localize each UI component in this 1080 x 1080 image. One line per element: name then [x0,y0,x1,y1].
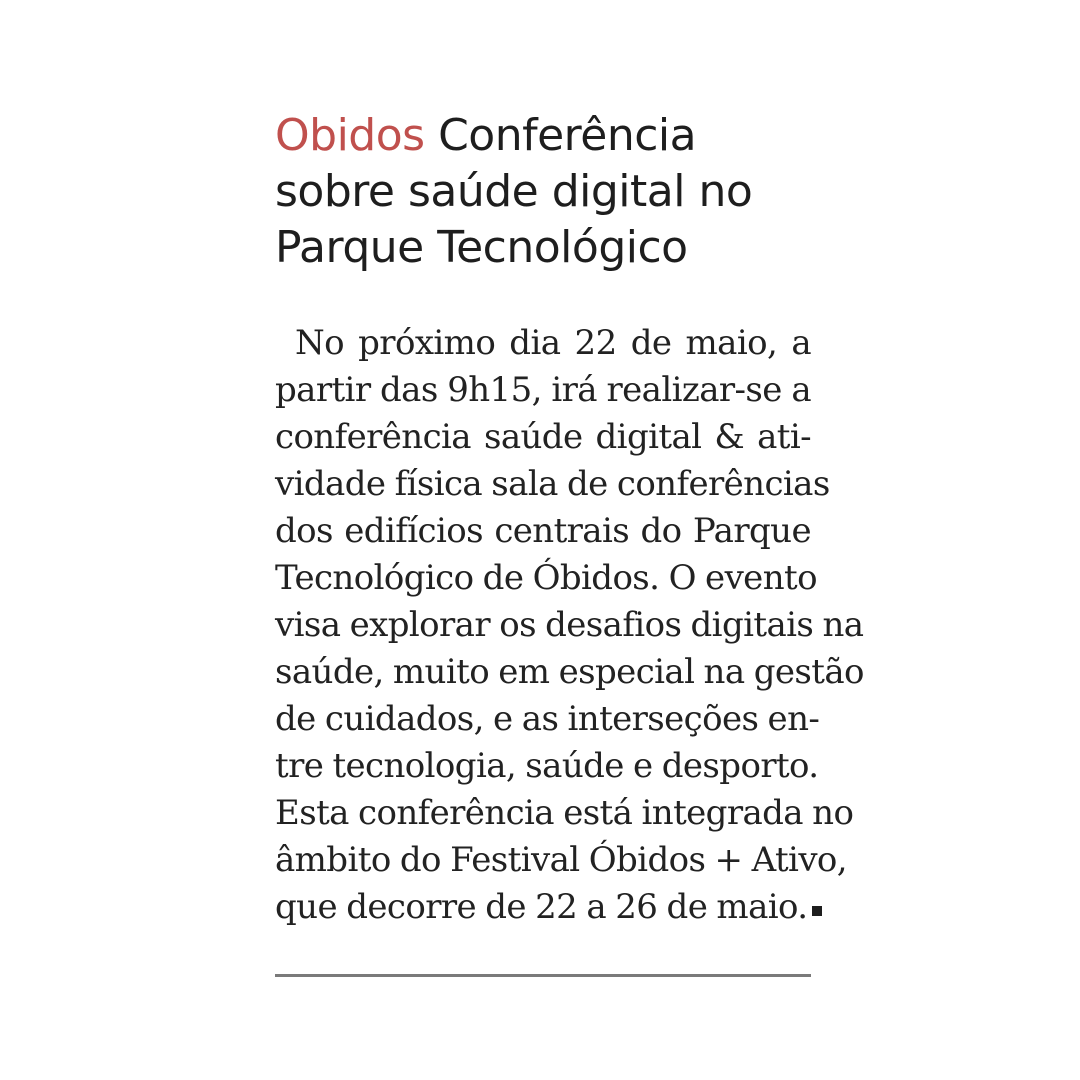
article-body [275,320,864,931]
article [275,108,864,931]
body-line: Tecnológico de Óbidos. O evento [275,558,817,598]
body-line: tre tecnologia, saúde e desporto. [275,746,819,786]
body-line-last-text: que decorre de 22 a 26 de maio. [275,887,808,927]
bottom-rule [275,974,811,977]
body-line: saúde, muito em especial na gestão [275,652,864,692]
body-line: vidade física sala de conferências [275,464,830,504]
body-line: dos edifícios centrais do Parque [275,511,811,551]
body-line: de cuidados, e as interseções en- [275,699,820,739]
body-line: âmbito do Festival Óbidos + Ativo, [275,840,848,880]
headline [275,108,811,276]
body-line: conferência saúde digital & ati- [275,417,811,457]
body-line: visa explorar os desafios digitais na [275,605,864,645]
end-of-article-mark [812,906,822,916]
kicker: Obidos [275,110,425,161]
body-line-last [275,884,811,931]
headline-text: Conferência sobre saúde digital no Parque Tecnológico [275,110,753,273]
body-line: No próximo dia 22 de maio, a [295,323,811,363]
body-line: partir das 9h15, irá realizar-se a [275,370,811,410]
body-line: Esta conferência está integrada no [275,793,854,833]
